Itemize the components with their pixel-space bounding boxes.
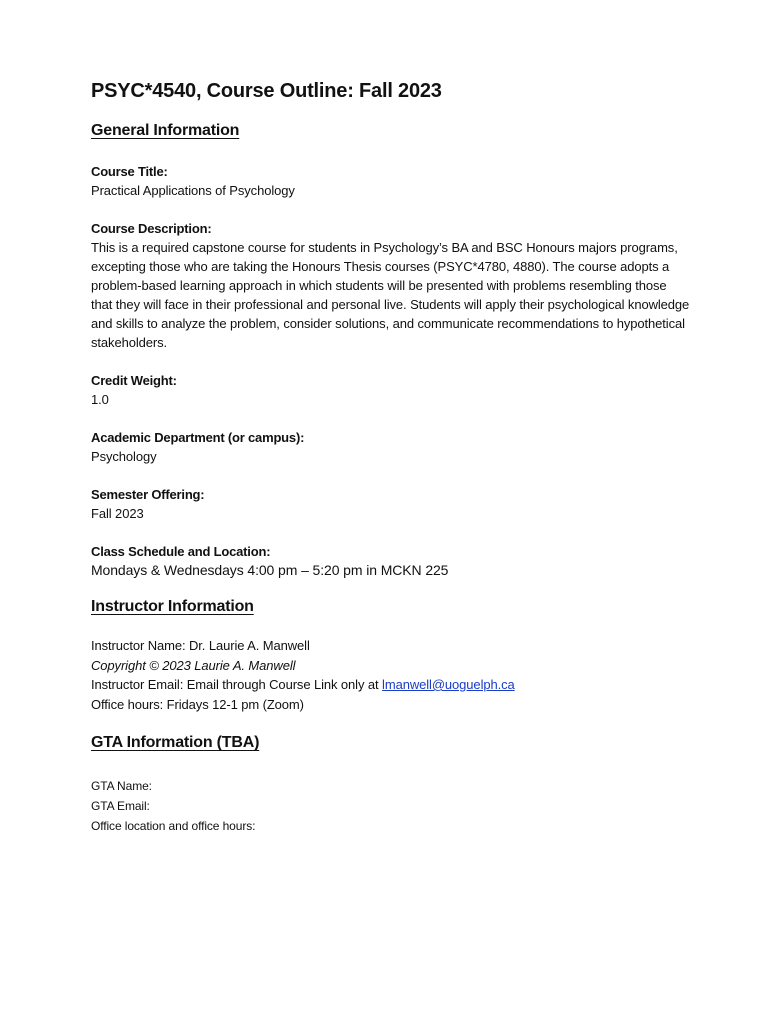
gta-email: GTA Email: bbox=[91, 799, 150, 813]
credit-weight-block bbox=[91, 371, 691, 409]
gta-name: GTA Name: bbox=[91, 779, 152, 793]
gta-details bbox=[91, 776, 691, 836]
office-hours: Office hours: Fridays 12-1 pm (Zoom) bbox=[91, 696, 304, 712]
instructor-email-prefix: Instructor Email: Email through Course Link only at bbox=[91, 677, 383, 692]
course-outline bbox=[91, 78, 691, 836]
copyright-notice: Copyright © 2023 Laurie A. Manwell bbox=[91, 657, 296, 673]
schedule-value: Mondays & Wednesdays 4:00 pm – 5:20 pm in MCKN 225 bbox=[91, 562, 449, 578]
course-title-block bbox=[91, 162, 691, 200]
instructor-email-link[interactable]: lmanwell@uoguelph.ca bbox=[382, 677, 515, 692]
instructor-information-heading: Instructor Information bbox=[91, 598, 254, 615]
credit-weight-value: 1.0 bbox=[91, 392, 109, 407]
department-label: Academic Department (or campus): bbox=[91, 430, 305, 445]
semester-block bbox=[91, 485, 691, 523]
instructor-details bbox=[91, 636, 691, 714]
gta-office: Office location and office hours: bbox=[91, 819, 256, 833]
semester-value: Fall 2023 bbox=[91, 506, 144, 521]
course-title-label: Course Title: bbox=[91, 164, 168, 179]
course-description-block bbox=[91, 219, 691, 352]
department-block bbox=[91, 428, 691, 466]
schedule-label: Class Schedule and Location: bbox=[91, 544, 271, 559]
gta-information-heading: GTA Information (TBA) bbox=[91, 734, 260, 751]
schedule-block bbox=[91, 542, 691, 580]
instructor-email-line bbox=[91, 675, 691, 695]
semester-label: Semester Offering: bbox=[91, 487, 205, 502]
course-title-value: Practical Applications of Psychology bbox=[91, 183, 295, 198]
department-value: Psychology bbox=[91, 449, 157, 464]
credit-weight-label: Credit Weight: bbox=[91, 373, 177, 388]
course-description-label: Course Description: bbox=[91, 221, 212, 236]
course-description-text: This is a required capstone course for students in Psychology’s BA and BSC Honours majors programs, excepting those who are taking the Honours Thesis courses (PSYC*4780, 4880). The course adopts a problem-based learning approach in which students will be presented with problems resembling those that they will face in their professional and personal live. Students will apply their psychological knowledge and skills to analyze the problem, consider solutions, and communicate recommendations to hypothetical stakeholders. bbox=[91, 240, 690, 350]
instructor-name: Instructor Name: Dr. Laurie A. Manwell bbox=[91, 638, 310, 653]
general-information-heading: General Information bbox=[91, 122, 240, 139]
document-title: PSYC*4540, Course Outline: Fall 2023 bbox=[91, 80, 442, 102]
